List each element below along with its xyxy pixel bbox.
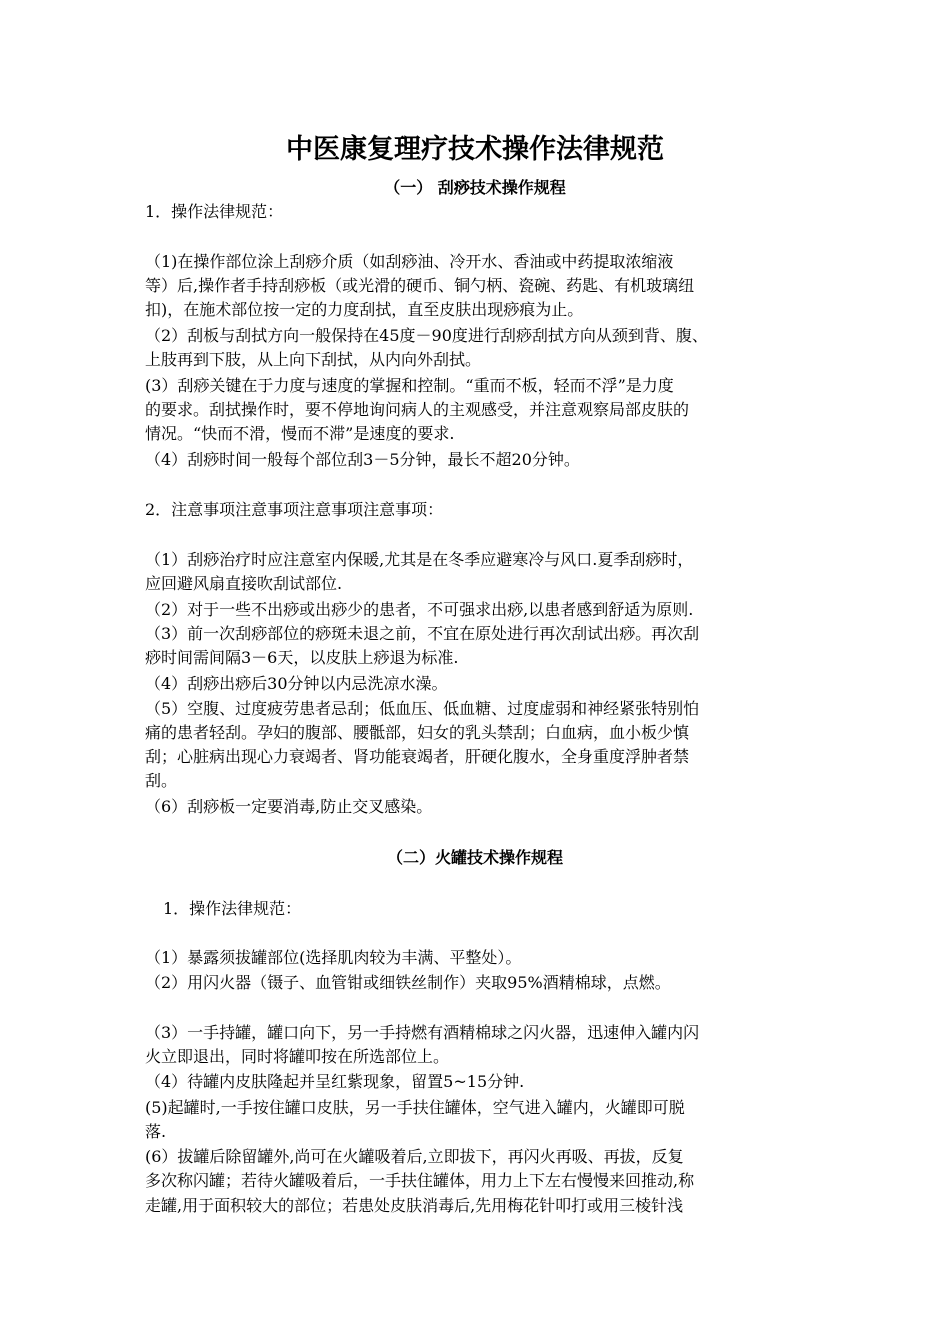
paragraph-line: (3）刮痧关键在于力度与速度的掌握和控制。“重而不板，轻而不浮”是力度	[145, 376, 674, 395]
section1-heading: （一） 刮痧技术操作规程	[384, 178, 566, 197]
paragraph-line: 扣)，在施术部位按一定的力度刮拭，直至皮肤出现痧痕为止。	[145, 300, 584, 319]
section1-subheading-1: 1．操作法律规范：	[145, 202, 284, 221]
paragraph-line: 走罐,用于面积较大的部位；若患处皮肤消毒后,先用梅花针叩打或用三棱针浅	[145, 1196, 684, 1215]
paragraph-line: （4）待罐内皮肤隆起并呈红紫现象，留置5~15分钟.	[145, 1072, 525, 1091]
section2-heading: （二）火罐技术操作规程	[386, 848, 563, 867]
paragraph-line: (5)起罐时,一手按住罐口皮肤，另一手扶住罐体，空气进入罐内，火罐即可脱	[145, 1098, 685, 1117]
paragraph-line: （6）刮痧板一定要消毒,防止交叉感染。	[145, 797, 433, 816]
paragraph-line: (6）拔罐后除留罐外,尚可在火罐吸着后,立即拔下，再闪火再吸、再拔，反复	[145, 1147, 684, 1166]
paragraph-line: 的要求。刮拭操作时，要不停地询问病人的主观感受，并注意观察局部皮肤的	[145, 400, 690, 419]
paragraph-line: （2）用闪火器（镊子、血管钳或细铁丝制作）夹取95%酒精棉球，点燃。	[145, 973, 671, 992]
paragraph-line: （2）刮板与刮拭方向一般保持在45度－90度进行刮痧刮拭方向从颈到背、腹、	[145, 326, 708, 345]
section1-subheading-2: 2．注意事项注意事项注意事项注意事项：	[145, 500, 444, 519]
paragraph-line: 等）后,操作者手持刮痧板（或光滑的硬币、铜勺柄、瓷碗、药匙、有机玻璃纽	[145, 276, 695, 295]
paragraph-line: （3）前一次刮痧部位的痧斑未退之前，不宜在原处进行再次刮试出痧。再次刮	[145, 624, 700, 643]
paragraph-line: （1）暴露须拔罐部位(选择肌肉较为丰满、平整处）。	[145, 948, 522, 967]
paragraph-line: 痛的患者轻刮。孕妇的腹部、腰骶部，妇女的乳头禁刮；白血病，血小板少慎	[145, 723, 690, 742]
paragraph-line: （3）一手持罐，罐口向下，另一手持燃有酒精棉球之闪火器，迅速伸入罐内闪	[145, 1023, 700, 1042]
paragraph-line: （4）刮痧时间一般每个部位刮3－5分钟，最长不超20分钟。	[145, 450, 580, 469]
paragraph-line: （1）刮痧治疗时应注意室内保暖,尤其是在冬季应避寒冷与风口.夏季刮痧时，	[145, 550, 694, 569]
paragraph-line: 刮；心脏病出现心力衰竭者、肾功能衰竭者，肝硬化腹水，全身重度浮肿者禁	[145, 747, 690, 766]
section2-subheading-1: 1．操作法律规范：	[163, 899, 302, 918]
paragraph-line: 落.	[145, 1122, 167, 1141]
paragraph-line: （1)在操作部位涂上刮痧介质（如刮痧油、冷开水、香油或中药提取浓缩液	[145, 252, 674, 271]
paragraph-line: 上肢再到下肢，从上向下刮拭，从内向外刮拭。	[145, 350, 482, 369]
paragraph-line: （4）刮痧出痧后30分钟以内忌洗凉水澡。	[145, 674, 448, 693]
paragraph-line: 情况。“快而不滑，慢而不滞”是速度的要求.	[145, 424, 455, 443]
page-title: 中医康复理疗技术操作法律规范	[286, 134, 664, 165]
paragraph-line: 应回避风扇直接吹刮试部位.	[145, 574, 343, 593]
paragraph-line: （5）空腹、过度疲劳患者忌刮；低血压、低血糖、过度虚弱和神经紧张特别怕	[145, 699, 700, 718]
paragraph-line: 刮。	[145, 771, 178, 790]
paragraph-line: 痧时间需间隔3－6天，以皮肤上痧退为标准.	[145, 648, 459, 667]
paragraph-line: （2）对于一些不出痧或出痧少的患者，不可强求出痧,以患者感到舒适为原则.	[145, 600, 694, 619]
paragraph-line: 多次称闪罐；若待火罐吸着后，一手扶住罐体，用力上下左右慢慢来回推动,称	[145, 1171, 695, 1190]
paragraph-line: 火立即退出，同时将罐叩按在所选部位上。	[145, 1047, 450, 1066]
